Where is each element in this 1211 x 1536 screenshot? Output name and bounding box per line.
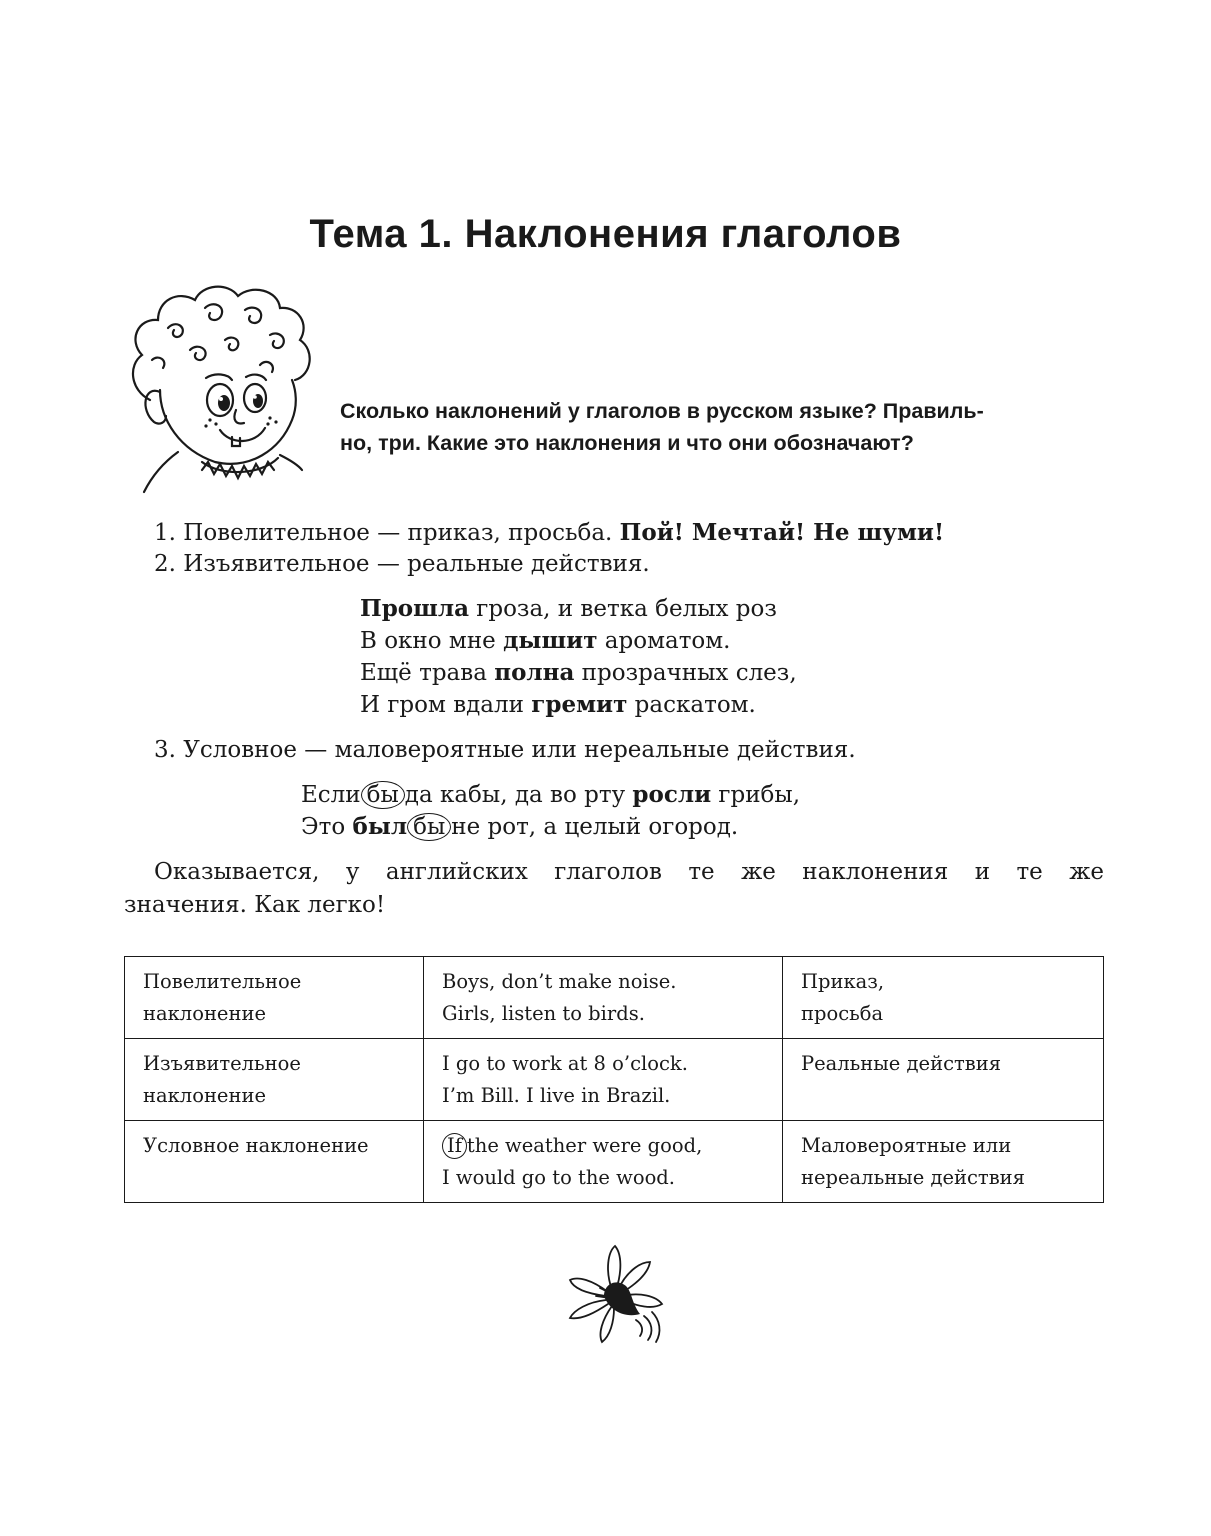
- poem-text: гроза, и ветка белых роз: [468, 596, 777, 622]
- proverb-text: Если: [301, 782, 361, 808]
- cell-text: наклонение: [143, 1084, 267, 1107]
- poem-text: Ещё трава: [360, 660, 495, 686]
- cell-text: Girls, listen to birds.: [442, 1002, 645, 1025]
- poem-verb: гремит: [531, 691, 628, 718]
- mood-cell: [125, 957, 424, 1039]
- circled-particle: бы: [361, 781, 405, 809]
- cell-text-rest: the weather were good,: [466, 1134, 703, 1157]
- cell-text: Реальные действия: [801, 1052, 1002, 1075]
- poem-text: раскатом.: [627, 692, 756, 718]
- circled-particle: бы: [407, 813, 451, 841]
- poem-text: прозрачных слез,: [574, 660, 797, 686]
- cell-text: [442, 1130, 764, 1162]
- poem-line: [360, 691, 756, 718]
- cell-text: Boys, don’t make noise.: [442, 970, 677, 993]
- mood-imperative-text: 1. Повелительное — приказ, просьба.: [154, 520, 620, 546]
- mood-conditional-text: 3. Условное — маловероятные или нереальные действия.: [154, 737, 856, 763]
- mood-indicative: [154, 551, 650, 577]
- moods-table: [124, 956, 1104, 1203]
- cell-text: Изъявительное: [143, 1052, 301, 1075]
- conclusion-line: значения. Как легко!: [124, 892, 386, 918]
- mood-imperative-examples: Пой! Мечтай! Не шуми!: [619, 519, 945, 546]
- poem-verb: дышит: [503, 627, 598, 654]
- proverb-line: [301, 813, 738, 841]
- mood-conditional: [154, 737, 856, 763]
- flower-bell-ornament: [560, 1240, 670, 1350]
- cell-text: наклонение: [143, 1002, 267, 1025]
- cell-text: просьба: [801, 1002, 884, 1025]
- proverb-verb: росли: [632, 781, 712, 808]
- proverb-text: грибы,: [711, 782, 801, 808]
- mood-indicative-text: 2. Изъявительное — реальные действия.: [154, 551, 650, 577]
- poem-text: И гром вдали: [360, 692, 532, 718]
- example-cell: [424, 957, 783, 1039]
- mood-cell: [125, 1121, 424, 1203]
- intro-line: но, три. Какие это наклонения и что они обозначают?: [340, 431, 914, 455]
- poem-line: [360, 595, 777, 622]
- cell-text: Приказ,: [801, 970, 885, 993]
- cell-text: Маловероятные или: [801, 1134, 1012, 1157]
- poem-verb: полна: [494, 659, 575, 686]
- table-row: [125, 957, 1104, 1039]
- cell-text: I go to work at 8 o’clock.: [442, 1052, 688, 1075]
- page-title: Тема 1. Наклонения глаголов: [309, 212, 902, 256]
- mood-cell: [125, 1039, 424, 1121]
- mood-imperative: [154, 519, 944, 546]
- poem-line: [360, 659, 797, 686]
- table-row: [125, 1039, 1104, 1121]
- intro-line: Сколько наклонений у глаголов в русском языке? Правиль-: [340, 399, 984, 423]
- proverb-line: [301, 781, 800, 809]
- example-cell: [424, 1121, 783, 1203]
- cell-text: I’m Bill. I live in Brazil.: [442, 1084, 671, 1107]
- table-row: [125, 1121, 1104, 1203]
- proverb-verb: был: [352, 813, 408, 840]
- proverb-text: да кабы, да во рту: [404, 782, 633, 808]
- poem-text: В окно мне: [360, 628, 504, 654]
- poem-verb: Прошла: [360, 595, 469, 622]
- example-cell: [424, 1039, 783, 1121]
- meaning-cell: [783, 1039, 1104, 1121]
- cell-text: нереальные действия: [801, 1166, 1025, 1189]
- proverb-text: Это: [301, 814, 353, 840]
- cell-text: Повелительное: [143, 970, 302, 993]
- meaning-cell: [783, 957, 1104, 1039]
- poem-line: [360, 627, 730, 654]
- boy-illustration: [120, 280, 320, 495]
- intro-question: [340, 395, 1110, 459]
- poem-text: ароматом.: [597, 628, 731, 654]
- cell-text: I would go to the wood.: [442, 1166, 675, 1189]
- cell-text: Условное наклонение: [143, 1134, 369, 1157]
- circled-if: If: [442, 1133, 467, 1159]
- proverb-text: не рот, а целый огород.: [451, 814, 739, 840]
- meaning-cell: [783, 1121, 1104, 1203]
- conclusion-line: Оказывается, у английских глаголов те же наклонения и те же: [154, 859, 1104, 885]
